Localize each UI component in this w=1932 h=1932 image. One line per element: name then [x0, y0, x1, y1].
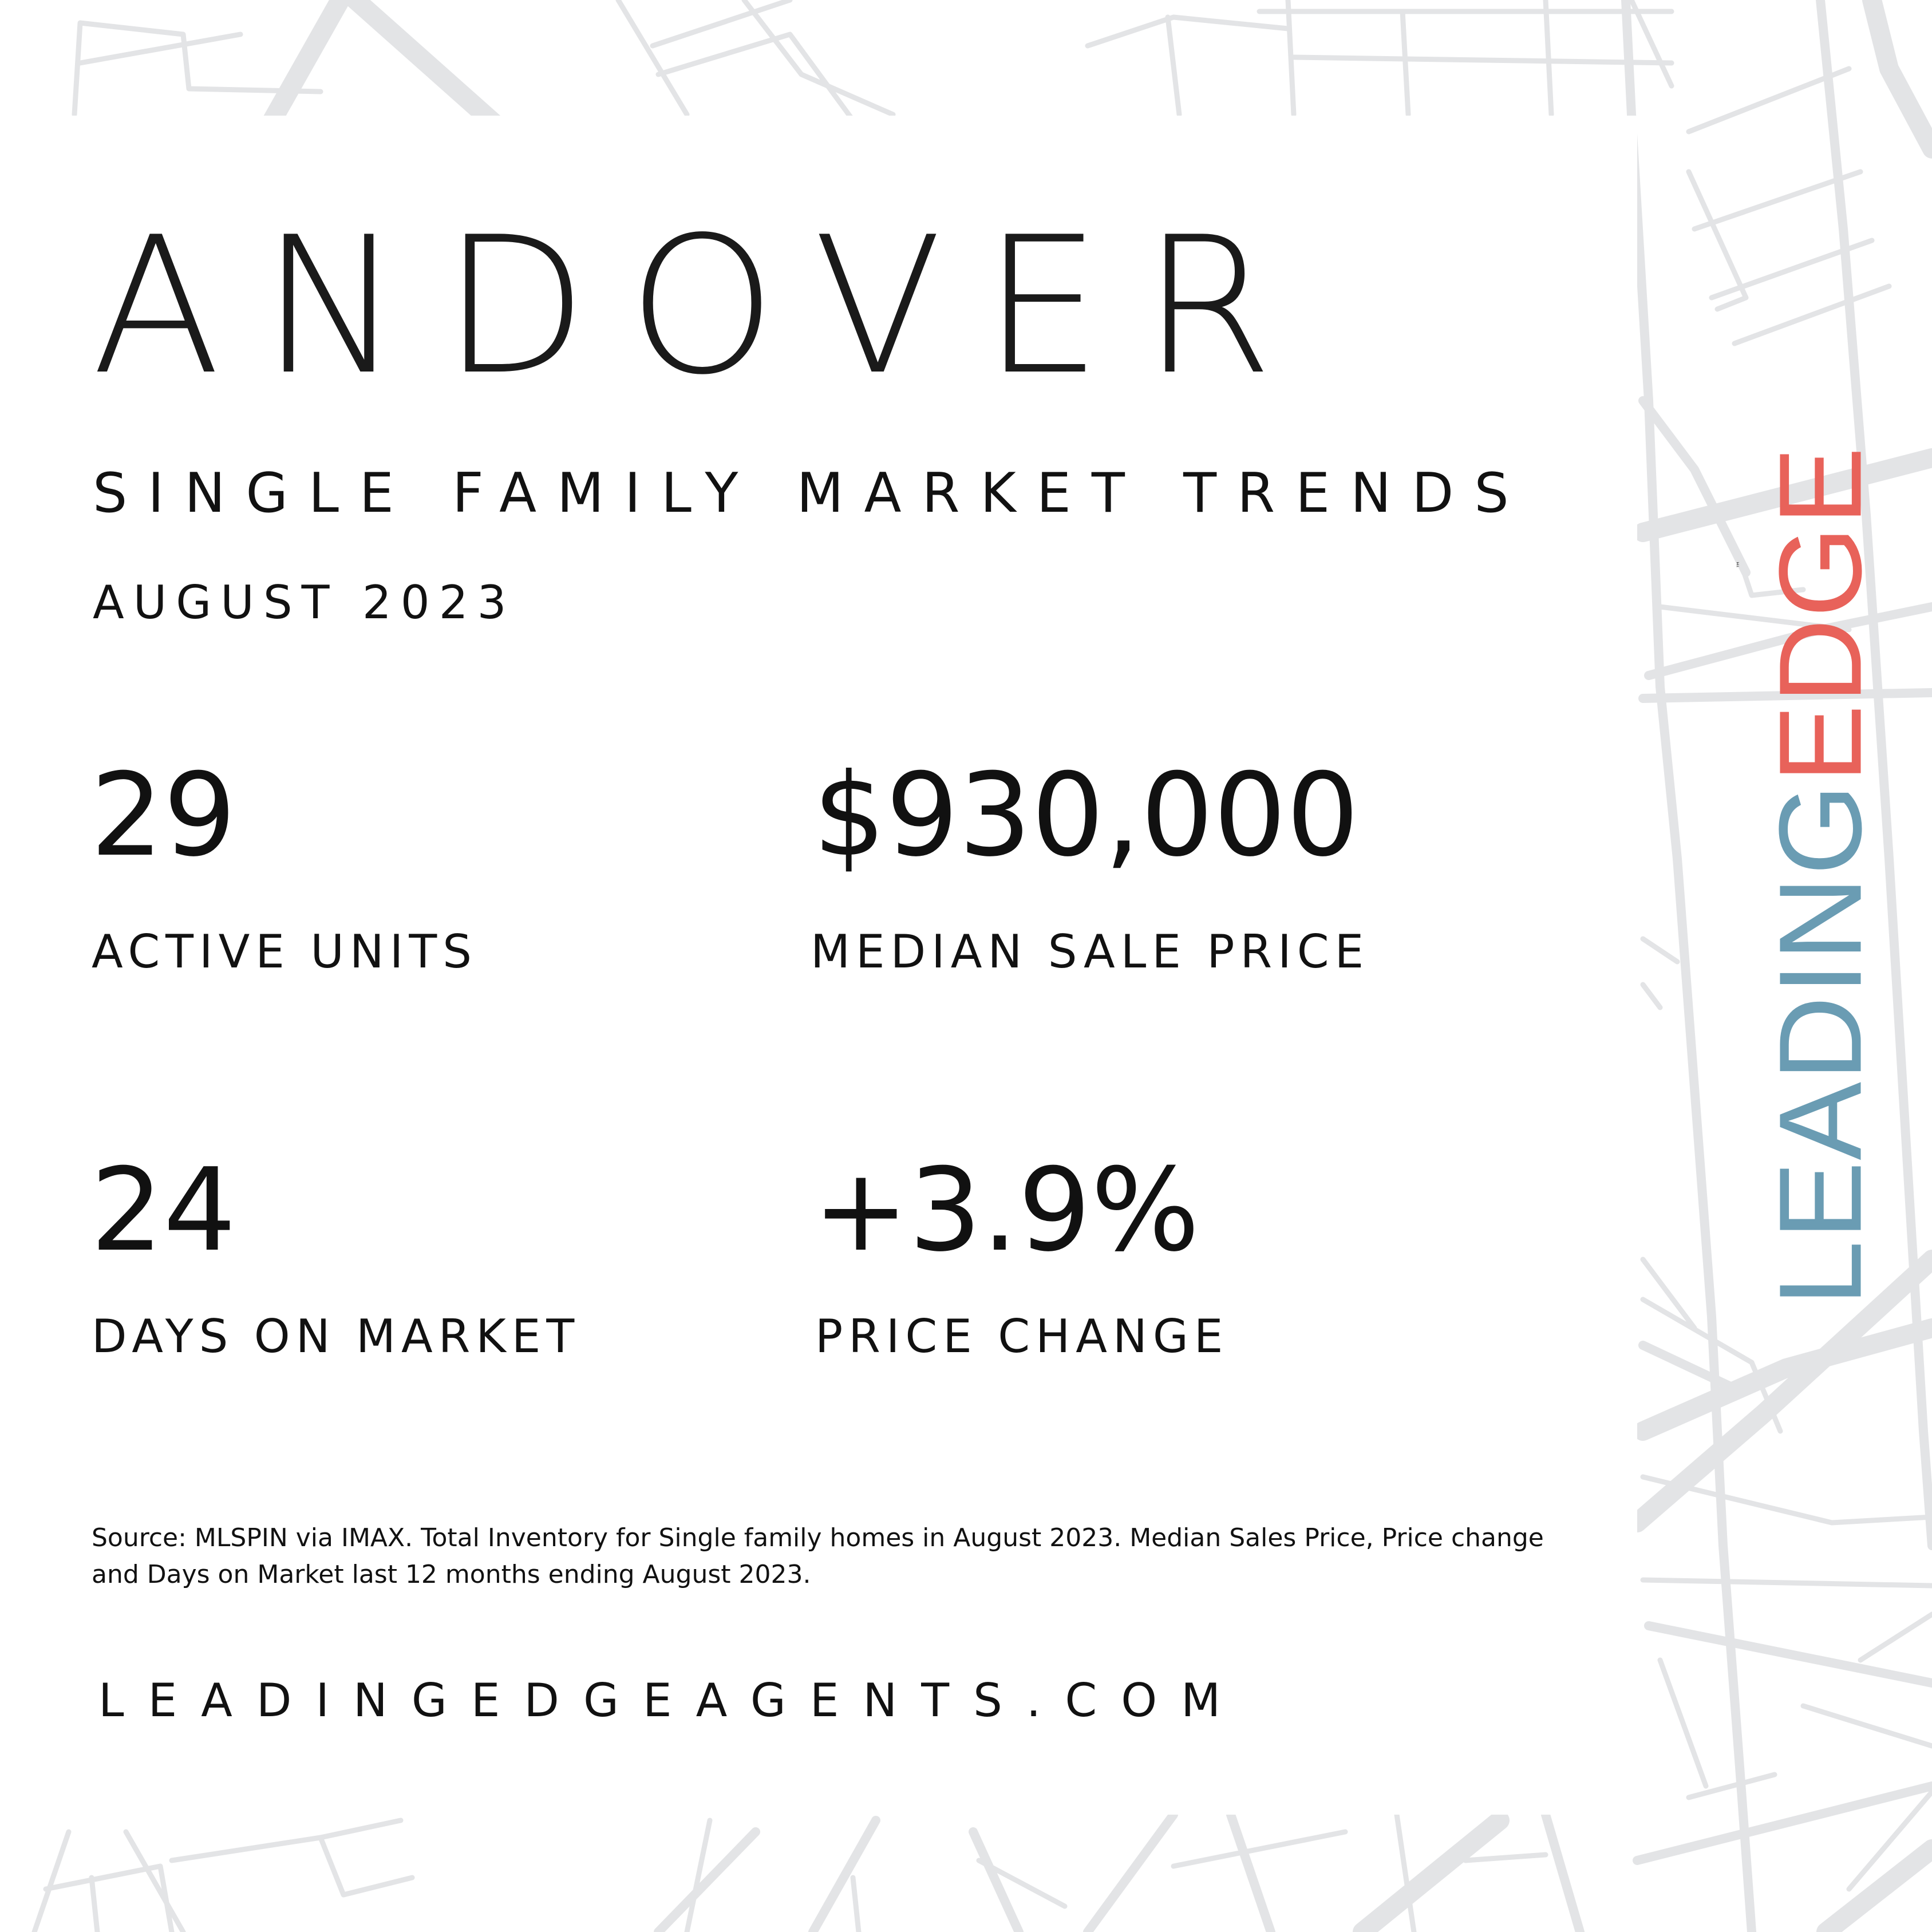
source-footnote: Source: MLSPIN via IMAX. Total Inventory for Single family homes in August 2023. Median Sales Price, Price change and Days on Market last 12 months ending August 2023. — [92, 1523, 1544, 1589]
logo-edge-text: EDGE — [1755, 445, 1886, 783]
median-sale-price-label: MEDIAN SALE PRICE — [811, 925, 1370, 978]
active-units-label: ACTIVE UNITS — [92, 925, 477, 978]
city-title: ANDOVER — [92, 196, 1314, 416]
report-subtitle: SINGLE FAMILY MARKET TRENDS — [93, 462, 1530, 525]
median-sale-price-value: $930,000 — [813, 749, 1360, 882]
trademark-symbol: ™ — [1736, 560, 1745, 568]
active-units-value: 29 — [90, 749, 236, 882]
leading-edge-logo — [1755, 445, 1886, 1306]
report-period: AUGUST 2023 — [93, 576, 516, 629]
days-on-market-label: DAYS ON MARKET — [92, 1310, 580, 1363]
days-on-market-value: 24 — [90, 1144, 236, 1277]
website-url[interactable]: LEADINGEDGEAGENTS.COM — [98, 1674, 1245, 1727]
price-change-label: PRICE CHANGE — [815, 1310, 1229, 1363]
logo-leading-text: LEADING — [1755, 783, 1886, 1306]
price-change-value: +3.9% — [813, 1144, 1200, 1277]
